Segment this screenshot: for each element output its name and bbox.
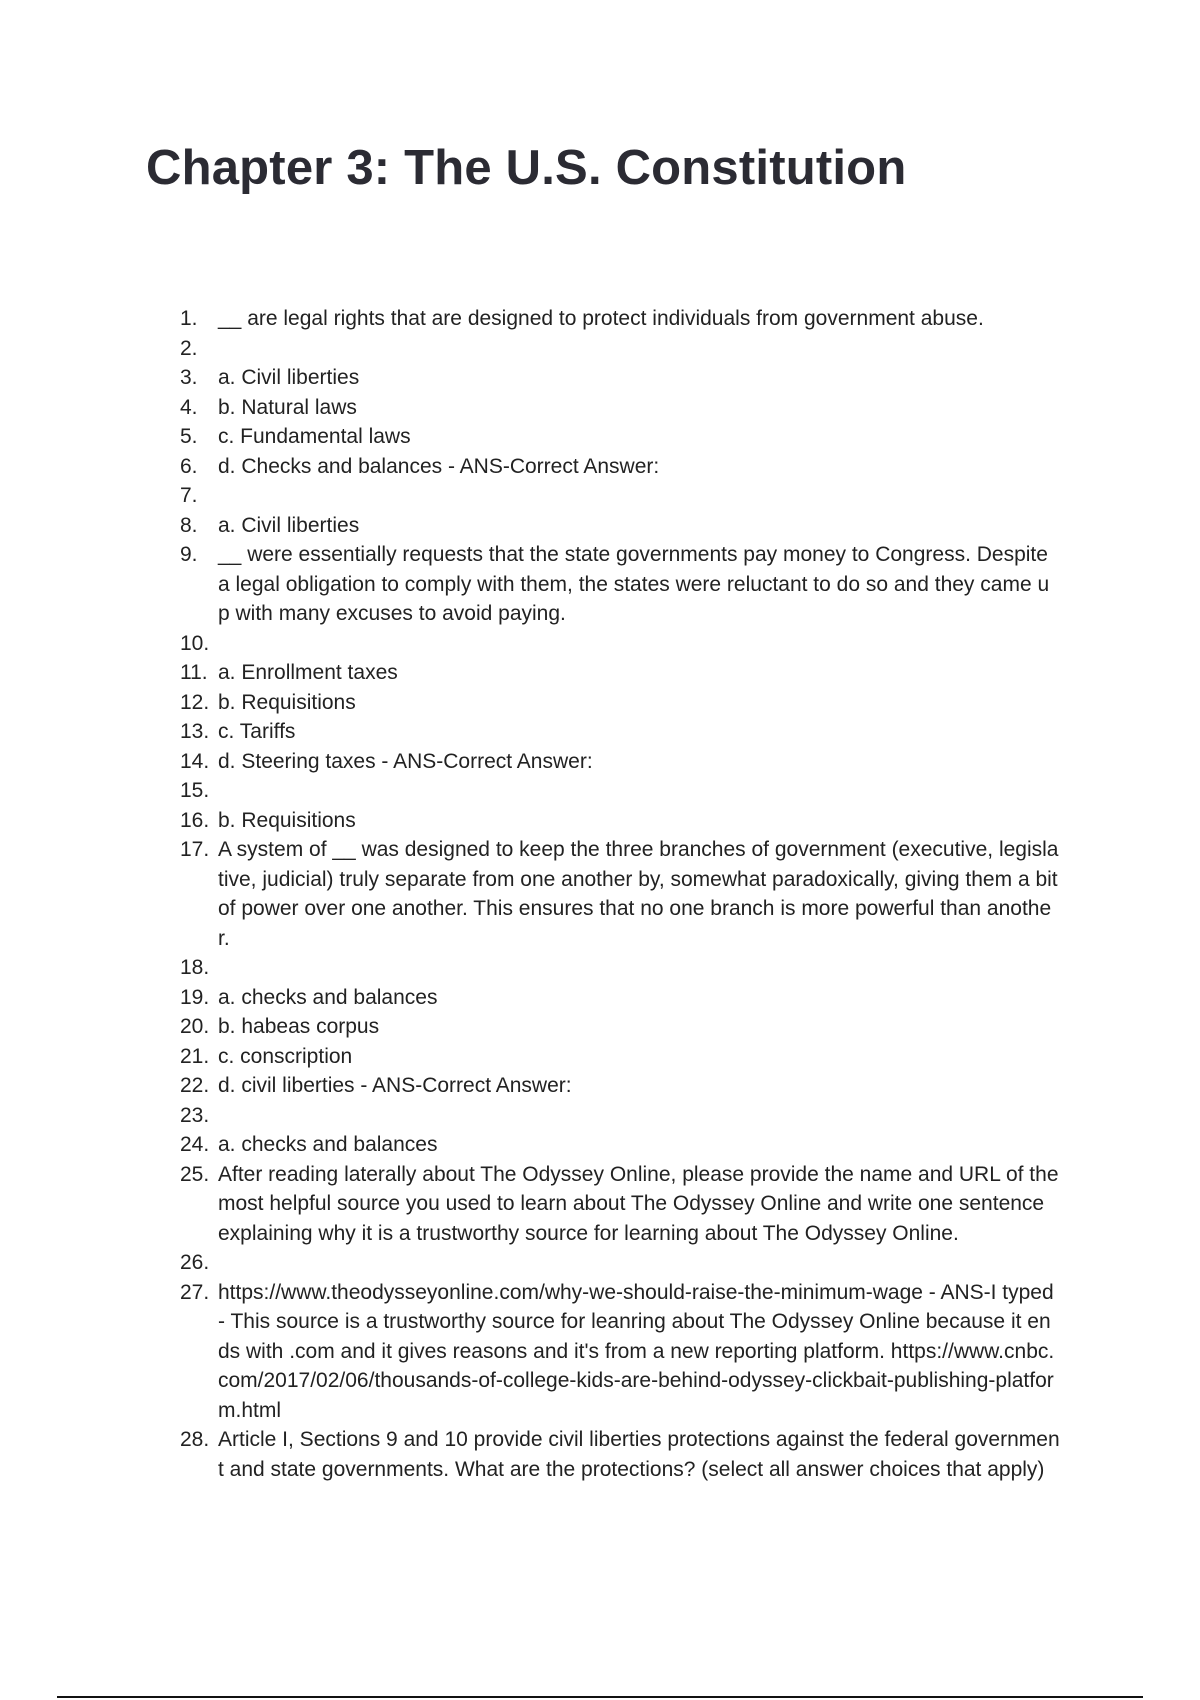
item-number: 8. bbox=[180, 513, 198, 537]
question-list bbox=[180, 304, 1060, 1484]
list-item bbox=[180, 304, 1060, 334]
item-text: A system of __ was designed to keep the three branches of government (executive, legislative, judicial) truly separate from one another by, somewhat paradoxically, giving them a bit of power over one another. This ensures that no one branch is more powerful than another. bbox=[218, 838, 1059, 950]
list-item bbox=[180, 1248, 1060, 1278]
item-number: 25. bbox=[180, 1162, 210, 1186]
item-number: 21. bbox=[180, 1044, 210, 1068]
list-item bbox=[180, 334, 1060, 364]
item-text: b. Requisitions bbox=[218, 808, 356, 832]
list-item bbox=[180, 658, 1060, 688]
item-number: 20. bbox=[180, 1015, 210, 1038]
item-number: 22. bbox=[180, 1074, 210, 1097]
list-item bbox=[180, 953, 1060, 983]
item-number: 6. bbox=[180, 454, 198, 478]
item-text: d. civil liberties - ANS-Correct Answer: bbox=[218, 1074, 572, 1097]
item-number: 5. bbox=[180, 425, 198, 448]
item-text: a. checks and balances bbox=[218, 1133, 438, 1156]
list-item bbox=[180, 717, 1060, 747]
list-item bbox=[180, 983, 1060, 1013]
item-number: 13. bbox=[180, 720, 210, 743]
list-item bbox=[180, 835, 1060, 953]
item-text: b. Natural laws bbox=[218, 395, 357, 419]
item-text: __ were essentially requests that the state governments pay money to Congress. Despite a legal obligation to comply with them, the states were reluctant to do so and they came up with many excuses to avoid paying. bbox=[218, 543, 1050, 625]
list-item bbox=[180, 688, 1060, 718]
item-number: 27. bbox=[180, 1280, 210, 1304]
item-number: 26. bbox=[180, 1251, 210, 1274]
list-item bbox=[180, 1278, 1060, 1426]
item-number: 15. bbox=[180, 779, 210, 802]
item-text: Article I, Sections 9 and 10 provide civil liberties protections against the federal government and state governments. What are the protections? (select all answer choices that apply) bbox=[218, 1428, 1060, 1481]
list-item bbox=[180, 393, 1060, 423]
item-text: a. Enrollment taxes bbox=[218, 661, 398, 684]
item-text: b. habeas corpus bbox=[218, 1015, 380, 1038]
item-number: 23. bbox=[180, 1103, 210, 1127]
item-number: 4. bbox=[180, 395, 198, 419]
list-item bbox=[180, 1042, 1060, 1072]
list-item bbox=[180, 452, 1060, 482]
item-number: 2. bbox=[180, 336, 198, 360]
item-text: d. Steering taxes - ANS-Correct Answer: bbox=[218, 749, 593, 773]
list-item bbox=[180, 747, 1060, 777]
item-number: 14. bbox=[180, 749, 210, 773]
list-item bbox=[180, 806, 1060, 836]
item-number: 19. bbox=[180, 985, 210, 1009]
list-item bbox=[180, 481, 1060, 511]
item-number: 28. bbox=[180, 1428, 210, 1451]
list-item bbox=[180, 1160, 1060, 1249]
list-item bbox=[180, 422, 1060, 452]
item-text: a. Civil liberties bbox=[218, 513, 360, 537]
item-number: 17. bbox=[180, 838, 210, 861]
page-divider bbox=[57, 1696, 1143, 1698]
list-item bbox=[180, 363, 1060, 393]
item-text: c. conscription bbox=[218, 1044, 353, 1068]
list-item bbox=[180, 776, 1060, 806]
item-text: a. checks and balances bbox=[218, 985, 438, 1009]
item-number: 9. bbox=[180, 543, 198, 566]
item-text: a. Civil liberties bbox=[218, 366, 360, 389]
list-item bbox=[180, 629, 1060, 659]
item-number: 11. bbox=[180, 661, 208, 684]
item-number: 3. bbox=[180, 366, 198, 389]
item-number: 16. bbox=[180, 808, 210, 832]
list-item bbox=[180, 540, 1060, 629]
item-number: 12. bbox=[180, 690, 210, 714]
item-number: 18. bbox=[180, 956, 210, 979]
item-number: 24. bbox=[180, 1133, 210, 1156]
list-item bbox=[180, 1425, 1060, 1484]
item-text: b. Requisitions bbox=[218, 690, 356, 714]
item-text: __ are legal rights that are designed to protect individuals from government abuse. bbox=[218, 307, 984, 330]
item-text: c. Tariffs bbox=[218, 720, 296, 743]
list-item bbox=[180, 1071, 1060, 1101]
item-number: 7. bbox=[180, 484, 198, 507]
item-text: https://www.theodysseyonline.com/why-we-should-raise-the-minimum-wage - ANS-I typed - This source is a trustworthy source for leanring about The Odyssey Online because it ends with .com and it gives reasons and it's from a new reporting platform. https://www.cnbc.com/2017/02/06/thousands-of-college-kids-are-behind-odyssey-clickbait-publishing-platform.html bbox=[218, 1280, 1055, 1422]
list-item bbox=[180, 1130, 1060, 1160]
list-item bbox=[180, 511, 1060, 541]
item-number: 1. bbox=[180, 307, 198, 330]
item-number: 10. bbox=[180, 631, 210, 655]
item-text: d. Checks and balances - ANS-Correct Answer: bbox=[218, 454, 660, 478]
item-text: c. Fundamental laws bbox=[218, 425, 411, 448]
list-item bbox=[180, 1101, 1060, 1131]
page-title: Chapter 3: The U.S. Constitution bbox=[146, 141, 907, 195]
item-text: After reading laterally about The Odyssey Online, please provide the name and URL of the most helpful source you used to learn about The Odyssey Online and write one sentence explaining why it is a trustworthy source for learning about The Odyssey Online. bbox=[218, 1162, 1059, 1245]
list-item bbox=[180, 1012, 1060, 1042]
